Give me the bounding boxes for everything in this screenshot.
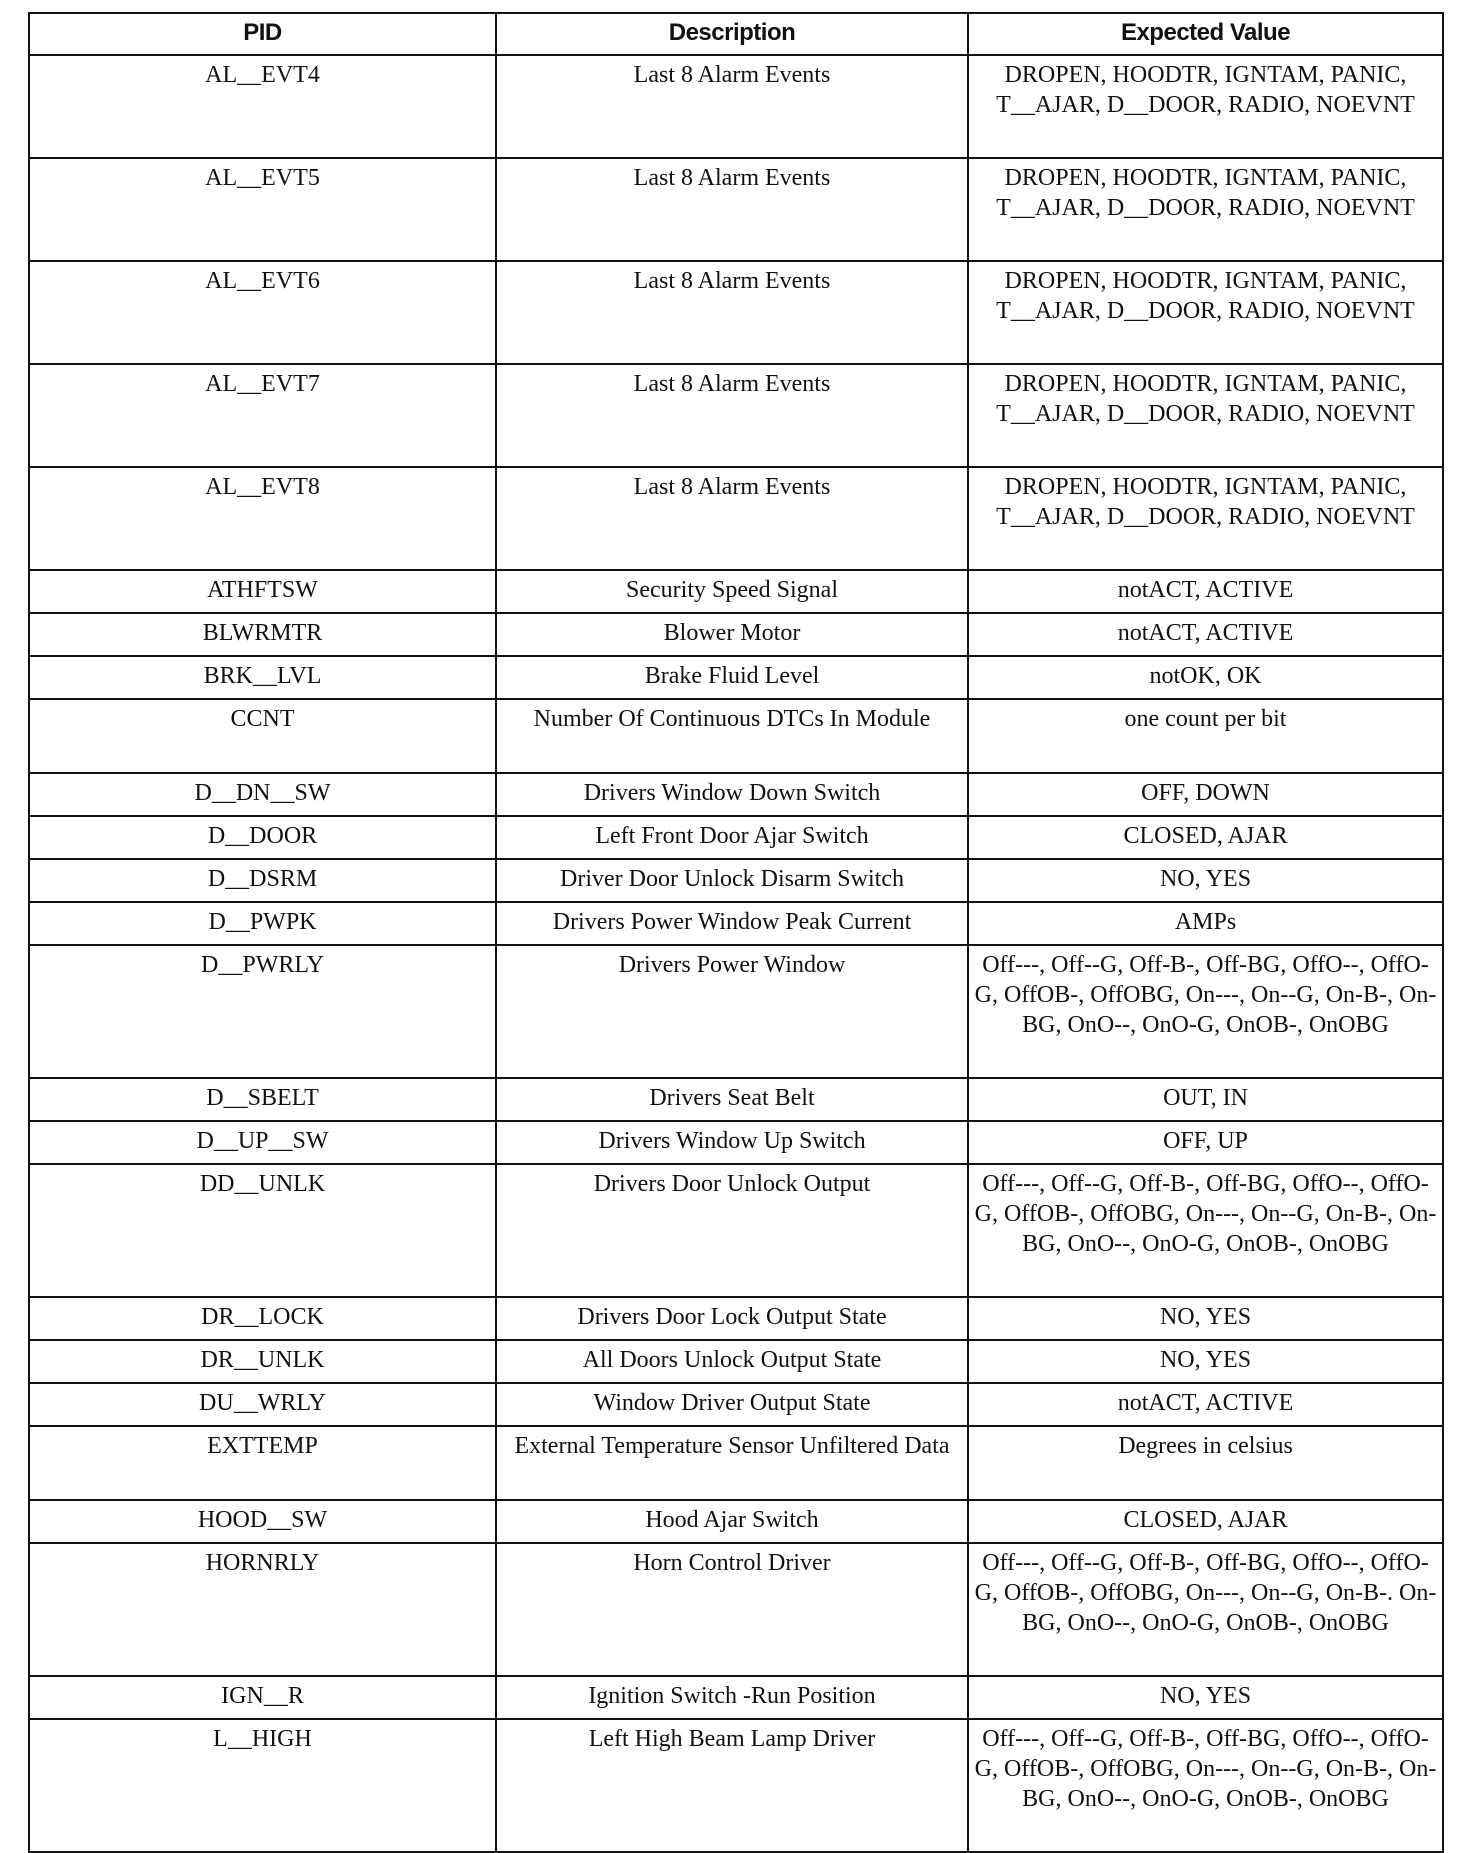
pid-cell: L__HIGH: [29, 1719, 496, 1852]
expected-value-cell: NO, YES: [968, 1297, 1443, 1340]
expected-value-cell: notACT, ACTIVE: [968, 613, 1443, 656]
description-cell: Window Driver Output State: [496, 1383, 968, 1426]
pid-cell: CCNT: [29, 699, 496, 773]
table-row: [29, 1121, 1443, 1164]
description-cell: Last 8 Alarm Events: [496, 261, 968, 364]
description-cell: Brake Fluid Level: [496, 656, 968, 699]
pid-cell: HOOD__SW: [29, 1500, 496, 1543]
expected-value-cell: OFF, UP: [968, 1121, 1443, 1164]
expected-value-cell: Degrees in celsius: [968, 1426, 1443, 1500]
table-row: [29, 902, 1443, 945]
expected-value-cell: DROPEN, HOODTR, IGNTAM, PANIC, T__AJAR, D__DOOR, RADIO, NOEVNT: [968, 467, 1443, 570]
description-cell: Drivers Window Up Switch: [496, 1121, 968, 1164]
table-row: [29, 261, 1443, 364]
expected-value-cell: notACT, ACTIVE: [968, 570, 1443, 613]
table-row: [29, 859, 1443, 902]
pid-cell: AL__EVT7: [29, 364, 496, 467]
table-row: [29, 1383, 1443, 1426]
table-row: [29, 55, 1443, 158]
table-row: [29, 1500, 1443, 1543]
table-row: [29, 945, 1443, 1078]
expected-value-cell: NO, YES: [968, 1340, 1443, 1383]
description-cell: Drivers Power Window: [496, 945, 968, 1078]
header-expected-value: Expected Value: [968, 13, 1443, 55]
table-row: [29, 467, 1443, 570]
expected-value-cell: Off---, Off--G, Off-B-, Off-BG, OffO--, OffO-G, OffOB-, OffOBG, On---, On--G, On-B-, On-BG, OnO--, OnO-G, OnOB-, OnOBG: [968, 945, 1443, 1078]
pid-cell: D__PWPK: [29, 902, 496, 945]
pid-cell: D__UP__SW: [29, 1121, 496, 1164]
description-cell: Number Of Continuous DTCs In Module: [496, 699, 968, 773]
pid-cell: D__DSRM: [29, 859, 496, 902]
expected-value-cell: Off---, Off--G, Off-B-, Off-BG, OffO--, OffO-G, OffOB-, OffOBG, On---, On--G, On-B-, On-BG, OnO--, OnO-G, OnOB-, OnOBG: [968, 1719, 1443, 1852]
expected-value-cell: CLOSED, AJAR: [968, 1500, 1443, 1543]
expected-value-cell: NO, YES: [968, 1676, 1443, 1719]
description-cell: All Doors Unlock Output State: [496, 1340, 968, 1383]
description-cell: Drivers Power Window Peak Current: [496, 902, 968, 945]
description-cell: Last 8 Alarm Events: [496, 467, 968, 570]
table-row: [29, 613, 1443, 656]
table-row: [29, 1676, 1443, 1719]
expected-value-cell: NO, YES: [968, 859, 1443, 902]
expected-value-cell: CLOSED, AJAR: [968, 816, 1443, 859]
table-row: [29, 1426, 1443, 1500]
pid-cell: AL__EVT4: [29, 55, 496, 158]
description-cell: External Temperature Sensor Unfiltered Data: [496, 1426, 968, 1500]
description-cell: Drivers Window Down Switch: [496, 773, 968, 816]
description-cell: Left Front Door Ajar Switch: [496, 816, 968, 859]
expected-value-cell: OUT, IN: [968, 1078, 1443, 1121]
pid-cell: AL__EVT8: [29, 467, 496, 570]
description-cell: Last 8 Alarm Events: [496, 158, 968, 261]
pid-cell: BRK__LVL: [29, 656, 496, 699]
table-row: [29, 158, 1443, 261]
pid-cell: DR__LOCK: [29, 1297, 496, 1340]
table-row: [29, 1543, 1443, 1676]
description-cell: Ignition Switch -Run Position: [496, 1676, 968, 1719]
table-row: [29, 1164, 1443, 1297]
description-cell: Horn Control Driver: [496, 1543, 968, 1676]
table-row: [29, 656, 1443, 699]
table-row: [29, 1719, 1443, 1852]
table-row: [29, 773, 1443, 816]
description-cell: Drivers Door Lock Output State: [496, 1297, 968, 1340]
description-cell: Blower Motor: [496, 613, 968, 656]
expected-value-cell: DROPEN, HOODTR, IGNTAM, PANIC, T__AJAR, D__DOOR, RADIO, NOEVNT: [968, 364, 1443, 467]
description-cell: Hood Ajar Switch: [496, 1500, 968, 1543]
table-row: [29, 570, 1443, 613]
pid-cell: AL__EVT5: [29, 158, 496, 261]
pid-cell: EXTTEMP: [29, 1426, 496, 1500]
header-description: Description: [496, 13, 968, 55]
header-row: [29, 13, 1443, 55]
table-row: [29, 1340, 1443, 1383]
pid-cell: DU__WRLY: [29, 1383, 496, 1426]
pid-table: [28, 12, 1444, 1853]
pid-cell: HORNRLY: [29, 1543, 496, 1676]
description-cell: Last 8 Alarm Events: [496, 55, 968, 158]
header-pid: PID: [29, 13, 496, 55]
description-cell: Last 8 Alarm Events: [496, 364, 968, 467]
expected-value-cell: one count per bit: [968, 699, 1443, 773]
pid-cell: IGN__R: [29, 1676, 496, 1719]
description-cell: Drivers Door Unlock Output: [496, 1164, 968, 1297]
pid-cell: D__PWRLY: [29, 945, 496, 1078]
pid-cell: D__SBELT: [29, 1078, 496, 1121]
pid-cell: DD__UNLK: [29, 1164, 496, 1297]
description-cell: Drivers Seat Belt: [496, 1078, 968, 1121]
pid-cell: ATHFTSW: [29, 570, 496, 613]
expected-value-cell: Off---, Off--G, Off-B-, Off-BG, OffO--, OffO-G, OffOB-, OffOBG, On---, On--G, On-B-, On-BG, OnO--, OnO-G, OnOB-, OnOBG: [968, 1164, 1443, 1297]
expected-value-cell: notOK, OK: [968, 656, 1443, 699]
table-body: [29, 55, 1443, 1852]
description-cell: Security Speed Signal: [496, 570, 968, 613]
table-row: [29, 364, 1443, 467]
table-row: [29, 1078, 1443, 1121]
expected-value-cell: DROPEN, HOODTR, IGNTAM, PANIC, T__AJAR, D__DOOR, RADIO, NOEVNT: [968, 158, 1443, 261]
pid-cell: D__DOOR: [29, 816, 496, 859]
pid-cell: D__DN__SW: [29, 773, 496, 816]
pid-cell: AL__EVT6: [29, 261, 496, 364]
pid-cell: BLWRMTR: [29, 613, 496, 656]
expected-value-cell: DROPEN, HOODTR, IGNTAM, PANIC, T__AJAR, D__DOOR, RADIO, NOEVNT: [968, 261, 1443, 364]
pid-cell: DR__UNLK: [29, 1340, 496, 1383]
expected-value-cell: OFF, DOWN: [968, 773, 1443, 816]
table-row: [29, 699, 1443, 773]
expected-value-cell: AMPs: [968, 902, 1443, 945]
table-row: [29, 816, 1443, 859]
expected-value-cell: notACT, ACTIVE: [968, 1383, 1443, 1426]
description-cell: Left High Beam Lamp Driver: [496, 1719, 968, 1852]
expected-value-cell: Off---, Off--G, Off-B-, Off-BG, OffO--, OffO-G, OffOB-, OffOBG, On---, On--G, On-B-. On-BG, OnO--, OnO-G, OnOB-, OnOBG: [968, 1543, 1443, 1676]
table-row: [29, 1297, 1443, 1340]
expected-value-cell: DROPEN, HOODTR, IGNTAM, PANIC, T__AJAR, D__DOOR, RADIO, NOEVNT: [968, 55, 1443, 158]
description-cell: Driver Door Unlock Disarm Switch: [496, 859, 968, 902]
